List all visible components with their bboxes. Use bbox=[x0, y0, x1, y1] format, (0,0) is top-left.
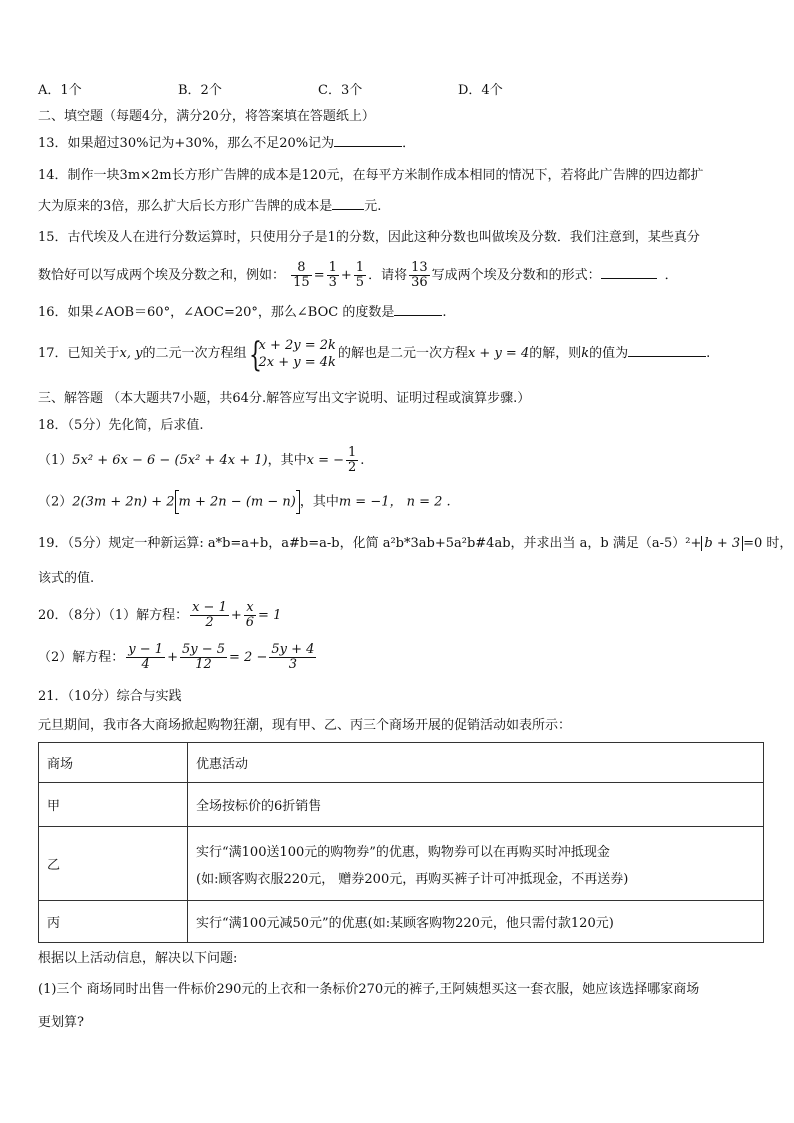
answer-blank[interactable] bbox=[332, 196, 364, 210]
promotion-table bbox=[38, 742, 764, 943]
fraction-13-36: $\frac{13}{36}$ bbox=[411, 260, 428, 290]
section-2-title: 二、填空题（每题4分，满分20分，将答案填在答题纸上） bbox=[38, 109, 375, 124]
fraction-1-2: $\frac{1}{2}$ bbox=[348, 445, 357, 475]
answer-blank[interactable] bbox=[334, 133, 402, 147]
section-3-title: 三、解答题 （本大题共7小题，共64分.解答应写出文字说明、证明过程或演算步骤.） bbox=[38, 391, 531, 406]
table-header-cell: 商场 bbox=[39, 743, 188, 783]
fraction: $\frac{x - 1}{2}$ bbox=[192, 600, 227, 630]
question-20-part-1: 20．（8分）（1）解方程： $\frac{x - 1}{2}$ + $\frac{x}{6}$ = 1 bbox=[38, 600, 282, 630]
q14-end: 元. bbox=[364, 199, 382, 214]
question-14-line-1: 14．制作一块3m×2m长方形广告牌的成本是120元，在每平方米制作成本相同的情况下，若将此广告牌的四边都扩 bbox=[38, 168, 704, 183]
question-21-intro: 元旦期间，我市各大商场掀起购物狂潮，现有甲、乙、丙三个商场开展的促销活动如表所示： bbox=[38, 718, 572, 733]
equation-system: { x + 2y = 2k 2x + y = 4k bbox=[248, 334, 336, 375]
store-cell: 丙 bbox=[39, 901, 188, 943]
question-21-title: 21．（10分）综合与实践 bbox=[38, 689, 182, 704]
table-header-cell: 优惠活动 bbox=[188, 743, 764, 783]
question-15-line-2: 数恰好可以写成两个埃及分数之和，例如： $\frac{8}{15}$ = $\frac{1}{3}$ + $\frac{1}{5}$ ．请将 $\frac{13}{36}$ 写成两个埃及分数和的形式： ． bbox=[38, 260, 678, 290]
q15-text: 数恰好可以写成两个埃及分数之和，例如： bbox=[38, 268, 286, 283]
promo-cell: 实行“满100送100元的购物券”的优惠，购物券可以在再购买时冲抵现金 (如:顾客购衣服220元， 赠券200元，再购买裤子计可冲抵现金，不再送券) bbox=[188, 827, 764, 901]
question-15-line-1: 15．古代埃及人在进行分数运算时，只使用分子是1的分数，因此这种分数也叫做埃及分数．我们注意到，某些真分 bbox=[38, 230, 700, 245]
fraction: $\frac{x}{6}$ bbox=[245, 600, 255, 630]
table-header-row bbox=[39, 743, 764, 783]
question-13 bbox=[38, 133, 415, 153]
absolute-value: b + 3 bbox=[701, 536, 743, 551]
q13-end: ． bbox=[402, 136, 416, 151]
question-14-line-2 bbox=[38, 196, 381, 216]
store-cell: 甲 bbox=[39, 783, 188, 827]
answer-blank[interactable] bbox=[601, 265, 657, 279]
table-row bbox=[39, 783, 764, 827]
question-19-line-2: 该式的值. bbox=[38, 571, 95, 586]
table-row bbox=[39, 901, 764, 943]
question-20-part-2: （2）解方程： $\frac{y - 1}{4}$ + $\frac{5y - 5}{12}$ = 2 − $\frac{5y + 4}{3}$ bbox=[38, 642, 315, 672]
question-21-after: 根据以上活动信息，解决以下问题: bbox=[38, 951, 238, 966]
fraction-1-3: $\frac{1}{3}$ bbox=[328, 260, 337, 290]
fraction: $\frac{5y + 4}{3}$ bbox=[271, 642, 315, 672]
question-16: 16．如果∠AOB＝60°，∠AOC=20°，那么∠BOC 的度数是 . bbox=[38, 302, 446, 322]
option-b: B．2个 bbox=[178, 83, 222, 98]
question-18-title: 18．（5分）先化简，后求值. bbox=[38, 418, 204, 433]
q16-text: 16．如果∠AOB＝60°，∠AOC=20°，那么∠BOC 的度数是 bbox=[38, 305, 395, 320]
q13-text: 13．如果超过30%记为+30%，那么不足20%记为 bbox=[38, 136, 335, 151]
q14-text: 大为原来的3倍，那么扩大后长方形广告牌的成本是 bbox=[38, 199, 333, 214]
q12-options bbox=[38, 82, 503, 100]
promo-cell: 实行“满100元减50元”的优惠(如:某顾客购物220元，他只需付款120元) bbox=[188, 901, 764, 943]
question-18-part-1: （1）5x² + 6x − 6 − (5x² + 4x + 1)，其中x = − $\frac{1}{2}$ . bbox=[38, 445, 365, 475]
store-cell: 乙 bbox=[39, 827, 188, 901]
promo-cell: 全场按标价的6折销售 bbox=[188, 783, 764, 827]
fraction-8-15: $\frac{8}{15}$ bbox=[293, 260, 310, 290]
option-c: C．3个 bbox=[318, 83, 363, 98]
table-row bbox=[39, 827, 764, 901]
question-21-sub-1-cont: 更划算? bbox=[38, 1015, 84, 1030]
fraction: $\frac{5y - 5}{12}$ bbox=[181, 642, 226, 672]
option-d: D．4个 bbox=[458, 83, 503, 98]
question-17: 17．已知关于x, y的二元一次方程组 { x + 2y = 2k 2x + y = 4k 的解也是二元一次方程x + y = 4的解，则k的值为 . bbox=[38, 334, 711, 375]
answer-blank[interactable] bbox=[394, 302, 442, 316]
option-a: A．1个 bbox=[38, 83, 82, 98]
answer-blank[interactable] bbox=[628, 343, 706, 357]
question-18-part-2: （2）2(3m + 2n) + 2 m + 2n − (m − n) ，其中m = −1， n = 2 . bbox=[38, 490, 451, 515]
question-19-line-1: 19．（5分）规定一种新运算: a*b=a+b，a#b=a-b，化简 a²b*3ab+5a²b#4ab，并求出当 a，b 满足（a-5）²+ b + 3 =0 时， bbox=[38, 536, 793, 551]
fraction: $\frac{y - 1}{4}$ bbox=[128, 642, 164, 672]
question-21-sub-1: (1)三个 商场同时出售一件标价290元的上衣和一条标价270元的裤子,王阿姨想买这一套衣服，她应该选择哪家商场 bbox=[38, 982, 700, 997]
fraction-1-5: $\frac{1}{5}$ bbox=[355, 260, 365, 290]
